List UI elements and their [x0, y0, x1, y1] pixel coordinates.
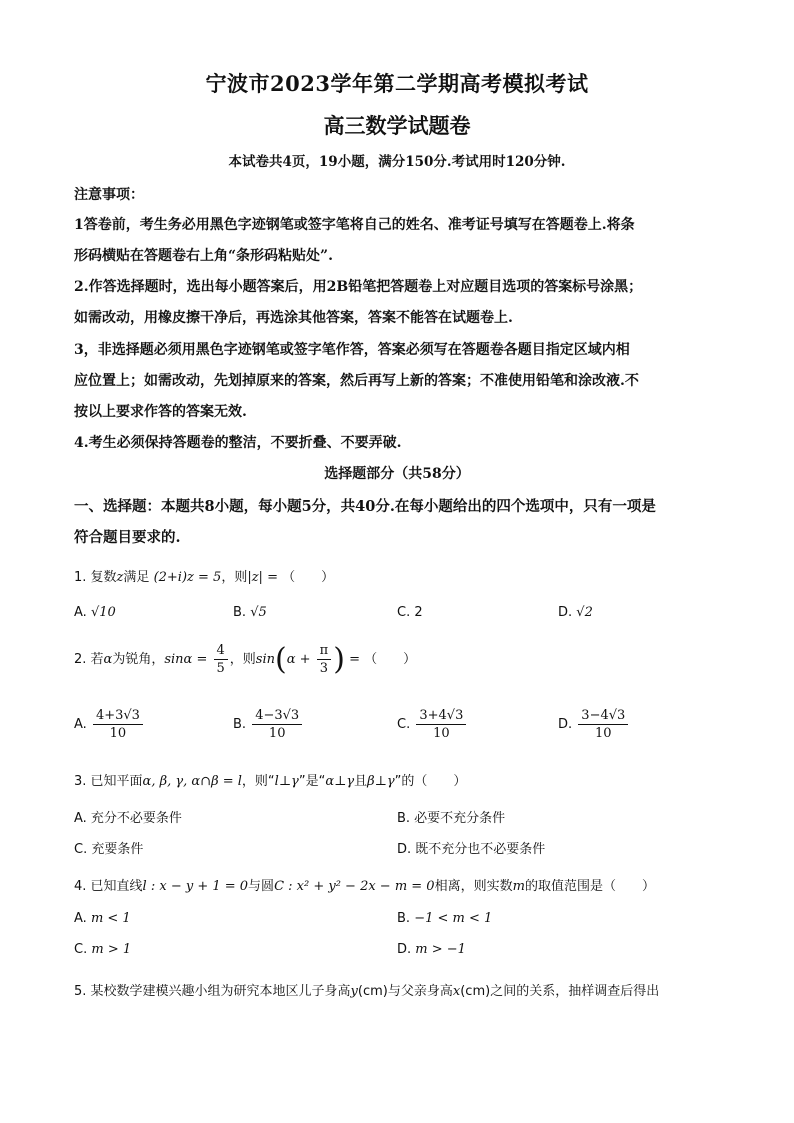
q1-mid: 满足 [123, 570, 150, 585]
option-label: C. [74, 942, 88, 957]
fraction-numerator: π [317, 643, 332, 660]
q4-end: 的取值范围是（ ） [524, 879, 655, 894]
q2-sin-expr: sinα = [164, 652, 208, 667]
q5-end: 之间的关系，抽样调查后得出 [490, 984, 660, 999]
option-fraction [578, 708, 628, 741]
q1-expr: (2+i)z = 5 [153, 570, 222, 585]
notice-line: 1答卷前，考生务必用黑色字迹钢笔或签字笔将自己的姓名、准考证号填写在答题卷上.将条 [74, 217, 635, 233]
q4-option-c[interactable] [74, 942, 131, 957]
q2-inner-alpha: α + [286, 652, 311, 667]
fraction-denominator: 10 [109, 726, 127, 741]
option-value: 2 [414, 605, 423, 620]
question-4 [74, 875, 655, 894]
fraction-numerator: 4 [214, 643, 228, 660]
option-label: A. [74, 717, 87, 732]
right-paren: ) [333, 642, 345, 677]
q1-option-d[interactable] [558, 605, 593, 620]
notice-line: 按以上要求作答的答案无效. [74, 404, 247, 420]
left-paren: ( [275, 642, 287, 677]
option-label: A. [74, 605, 87, 620]
q3-cond2b: β⊥γ [367, 774, 395, 789]
notice-line: 应位置上；如需改动，先划掉原来的答案，然后再写上新的答案；不准使用铅笔和涂改液.不 [74, 373, 639, 389]
q3-mid2: ”是“ [298, 774, 326, 789]
q1-option-a[interactable] [74, 605, 116, 620]
exam-info: 本试卷共4页，19小题，满分150分.考试用时120分钟. [228, 154, 566, 170]
fraction-denominator: 10 [433, 726, 450, 741]
option-value: m < 1 [90, 911, 131, 926]
fraction-denominator: 10 [268, 726, 286, 741]
fraction-numerator: 4−3√3 [252, 708, 302, 725]
q2-option-a[interactable] [74, 708, 145, 741]
option-value: √10 [90, 605, 116, 620]
q4-option-a[interactable] [74, 911, 131, 926]
option-value: −1 < m < 1 [414, 911, 493, 926]
q3-option-a[interactable]: A. 充分不必要条件 [74, 811, 182, 826]
q3-prefix: 3. 已知平面 [74, 774, 143, 789]
question-5 [74, 980, 659, 999]
q2-prefix: 2. 若 [74, 652, 104, 667]
q3-option-c[interactable]: C. 充要条件 [74, 842, 144, 857]
paper-title: 高三数学试题卷 [323, 113, 471, 138]
option-label: C. [397, 605, 411, 620]
q2-paren: （ ） [364, 652, 417, 667]
q2-var: α [103, 652, 113, 667]
q3-and: 且 [354, 774, 368, 789]
q4-option-d[interactable] [397, 942, 466, 957]
q4-circle-eq: C : x² + y² − 2x − m = 0 [274, 879, 435, 894]
q3-cond2a: α⊥γ [325, 774, 355, 789]
q5-prefix: 5. 某校数学建模兴趣小组为研究本地区儿子身高 [74, 984, 351, 999]
q5-unit1: (cm) [357, 984, 388, 999]
option-label: D. [397, 942, 412, 957]
option-label: C. [397, 717, 411, 732]
q5-unit2: (cm) [460, 984, 491, 999]
notice-heading: 注意事项： [74, 187, 144, 203]
question-2 [74, 642, 416, 677]
q2-mid: 为锐角， [112, 652, 165, 667]
q2-eq: = [349, 652, 360, 667]
option-label: B. [233, 605, 247, 620]
q3-mid: ，则“ [241, 774, 275, 789]
q2-option-c[interactable] [397, 708, 468, 741]
fraction-numerator: 4+3√3 [93, 708, 143, 725]
notice-line: 2.作答选择题时，选出每小题答案后，用2B铅笔把答题卷上对应题目选项的答案标号涂黑； [74, 279, 643, 295]
question-1 [74, 566, 334, 585]
q5-x: x [452, 984, 461, 999]
q2-then: ，则 [229, 652, 256, 667]
option-label: D. [558, 717, 573, 732]
option-fraction [93, 708, 143, 741]
exam-title: 宁波市2023学年第二学期高考模拟考试 [205, 71, 589, 96]
q2-sin-ask: sin [255, 652, 275, 667]
option-value: √2 [576, 605, 593, 620]
q1-option-b[interactable] [233, 605, 267, 620]
fraction-denominator: 3 [319, 661, 329, 676]
fraction-denominator: 5 [216, 661, 225, 676]
notice-line: 3，非选择题必须用黑色字迹钢笔或签字笔作答，答案必须写在答题卷各题目指定区域内相 [74, 342, 630, 358]
option-label: B. [233, 717, 247, 732]
notice-line: 4.考生必须保持答题卷的整洁，不要折叠、不要弄破. [74, 435, 402, 451]
option-fraction [416, 708, 466, 741]
q1-ask: |z| = [247, 570, 278, 585]
fraction-numerator: 3−4√3 [578, 708, 628, 725]
q1-then: ，则 [221, 570, 248, 585]
option-label: B. [397, 911, 411, 926]
notice-line: 如需改动，用橡皮擦干净后，再选涂其他答案，答案不能答在试题卷上. [74, 310, 513, 326]
option-label: D. [558, 605, 573, 620]
fraction-numerator: 3+4√3 [416, 708, 466, 725]
fraction-denominator: 10 [595, 726, 612, 741]
q3-option-d[interactable]: D. 既不充分也不必要条件 [397, 842, 546, 857]
q3-option-b[interactable]: B. 必要不充分条件 [397, 811, 506, 826]
q4-var: m [512, 879, 525, 894]
option-value: √5 [250, 605, 267, 620]
q2-fraction [214, 643, 228, 676]
option-value: m > 1 [91, 942, 132, 957]
q4-prefix: 4. 已知直线 [74, 879, 143, 894]
part-instructions: 符合题目要求的. [74, 529, 181, 546]
q2-pi-fraction [317, 643, 332, 676]
q3-cond1: l⊥γ [274, 774, 299, 789]
q1-option-c[interactable] [397, 605, 423, 620]
part-instructions: 一、选择题：本题共8小题，每小题5分，共40分.在每小题给出的四个选项中，只有一项是 [74, 498, 656, 515]
option-fraction [252, 708, 302, 741]
q5-mid: 与父亲身高 [387, 984, 453, 999]
q5-y: y [350, 984, 358, 999]
option-value: m > −1 [415, 942, 466, 957]
section-title: 选择题部分（共58分） [324, 466, 470, 482]
notice-line: 形码横贴在答题卷右上角“条形码粘贴处”. [74, 248, 333, 264]
q2-option-b[interactable] [233, 708, 304, 741]
q1-var: z [116, 570, 124, 585]
question-3 [74, 770, 466, 789]
q3-expr: α, β, γ, α∩β = l [142, 774, 242, 789]
option-label: A. [74, 911, 87, 926]
q4-mid2: 相离，则实数 [434, 879, 513, 894]
q4-option-b[interactable] [397, 911, 492, 926]
q4-mid: 与圆 [248, 879, 275, 894]
q3-end: ”的（ ） [394, 774, 467, 789]
q1-prefix: 1. 复数 [74, 570, 117, 585]
q1-paren: （ ） [282, 570, 335, 585]
q2-option-d[interactable] [558, 708, 630, 741]
q4-line-eq: l : x − y + 1 = 0 [142, 879, 249, 894]
